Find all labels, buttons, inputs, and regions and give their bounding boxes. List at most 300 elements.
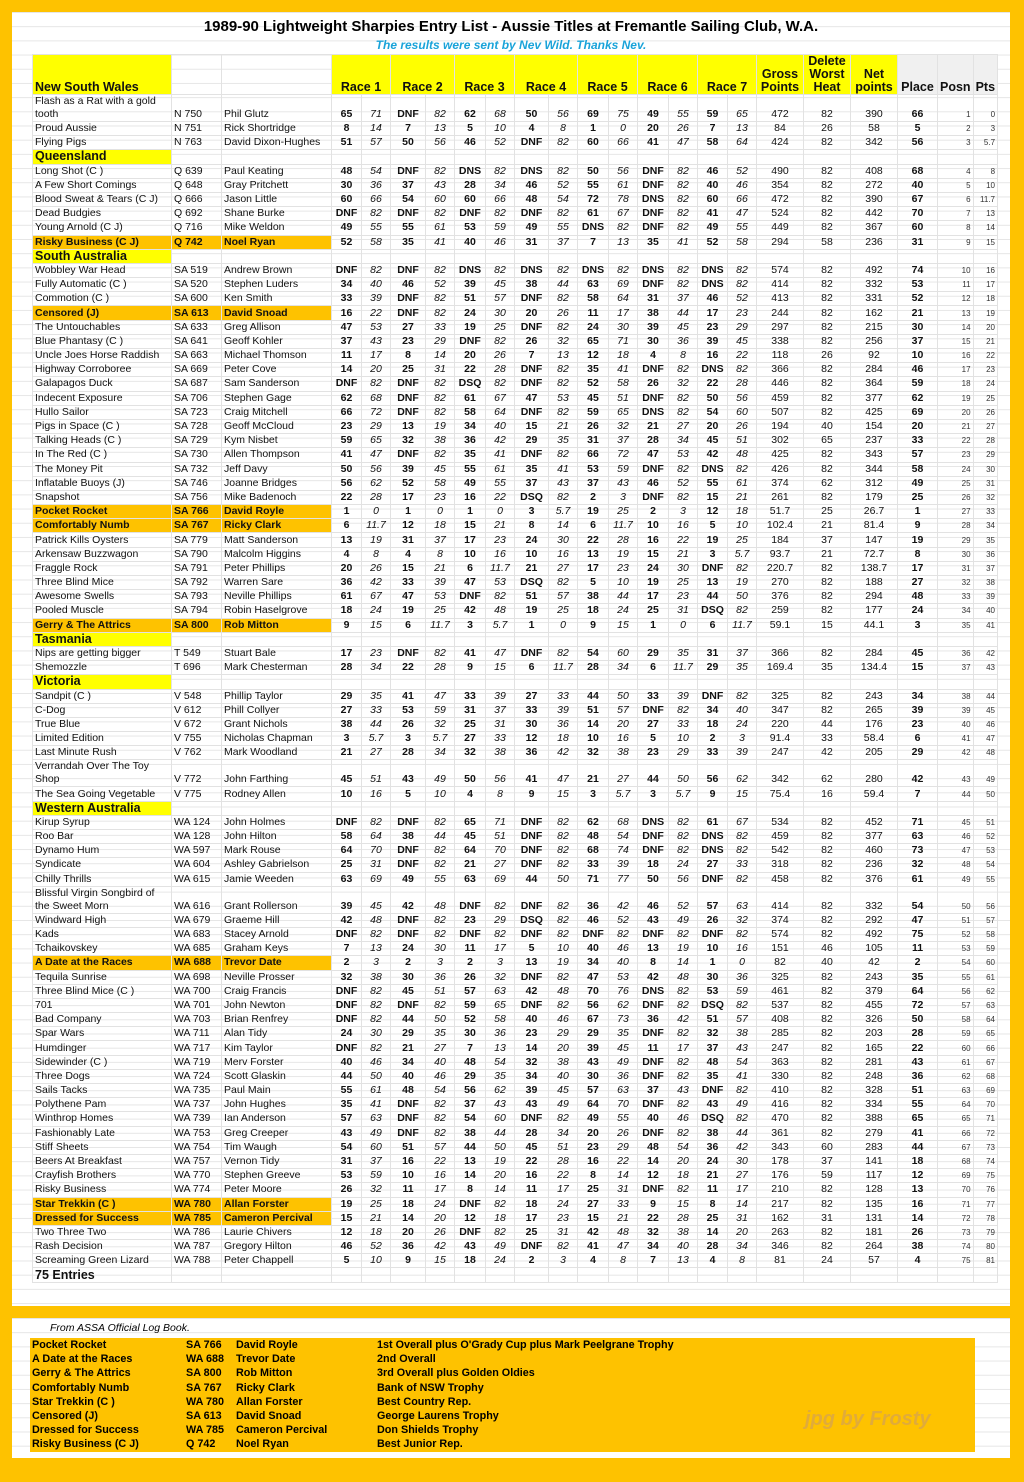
race-3-points: 45 xyxy=(486,278,515,292)
net-points: 460 xyxy=(851,844,898,858)
race-5-place: DNF xyxy=(578,927,609,941)
pts: 69 xyxy=(973,1084,997,1098)
race-4-points: 57 xyxy=(549,590,578,604)
race-5-place: 61 xyxy=(578,207,609,221)
posn: 70 xyxy=(938,1183,974,1197)
boat-name: Fraggle Rock xyxy=(33,561,172,575)
table-row xyxy=(33,221,998,235)
race-6-place: DNF xyxy=(638,1126,669,1140)
posn: 38 xyxy=(938,689,974,703)
boat-name: Kads xyxy=(33,927,172,941)
race-5-points: 0 xyxy=(609,122,638,136)
race-1-place: 47 xyxy=(332,320,362,334)
net-points: 248 xyxy=(851,1069,898,1083)
net-points: 138.7 xyxy=(851,561,898,575)
race-7-place: 21 xyxy=(698,1169,728,1183)
posn: 50 xyxy=(938,886,974,913)
empty-cell xyxy=(973,632,997,646)
race-7-points: 62 xyxy=(728,760,757,787)
skipper-name: Noel Ryan xyxy=(222,235,332,249)
race-6-points: 46 xyxy=(669,1112,698,1126)
race-1-place: 21 xyxy=(332,746,362,760)
empty-cell xyxy=(851,801,898,815)
boat-name: Syndicate xyxy=(33,858,172,872)
pts: 81 xyxy=(973,1254,997,1268)
empty-cell xyxy=(698,150,728,164)
race-5-points: 47 xyxy=(609,1240,638,1254)
boat-name: Talking Heads (C ) xyxy=(33,434,172,448)
race-4-place: 38 xyxy=(515,278,549,292)
race-3-place: DNF xyxy=(455,886,486,913)
net-points: 280 xyxy=(851,760,898,787)
race-1-place: 20 xyxy=(332,561,362,575)
skipper-name: Phil Glutz xyxy=(222,95,332,122)
race-6-place: 30 xyxy=(638,334,669,348)
race-2-points: 82 xyxy=(426,1098,455,1112)
race-6-points: 11.7 xyxy=(669,661,698,675)
race-7-points: 28 xyxy=(728,377,757,391)
race-3-points: 58 xyxy=(486,1013,515,1027)
posn: 2 xyxy=(938,122,974,136)
skipper-name: Warren Sare xyxy=(222,576,332,590)
gross-points: 176 xyxy=(757,1169,804,1183)
race-5-points: 13 xyxy=(609,235,638,249)
sail-number: SA 520 xyxy=(172,278,222,292)
pts: 80 xyxy=(973,1240,997,1254)
skipper-name: David Snoad xyxy=(222,306,332,320)
race-5-place: 29 xyxy=(578,1027,609,1041)
award-skipper: Allan Forster xyxy=(236,1395,303,1408)
race-5-place: 55 xyxy=(578,178,609,192)
race-6-place: DNF xyxy=(638,1027,669,1041)
net-points: 117 xyxy=(851,1169,898,1183)
empty-cell xyxy=(515,150,549,164)
net-points: 332 xyxy=(851,278,898,292)
boat-name: Bad Company xyxy=(33,1013,172,1027)
sail-number: WA 780 xyxy=(172,1197,222,1211)
race-3-place: 50 xyxy=(455,760,486,787)
race-7-points: 19 xyxy=(728,576,757,590)
final-place: 72 xyxy=(898,998,938,1012)
race-4-place: 10 xyxy=(515,547,549,561)
race-5-place: 45 xyxy=(578,391,609,405)
race-2-place: DNF xyxy=(391,1098,426,1112)
race-5-points: 3 xyxy=(609,490,638,504)
skipper-name: Rodney Allen xyxy=(222,787,332,801)
race-6-points: 15 xyxy=(669,1197,698,1211)
posn: 66 xyxy=(938,1126,974,1140)
race-4-place: DNF xyxy=(515,844,549,858)
net-points: 237 xyxy=(851,434,898,448)
pts: 60 xyxy=(973,956,997,970)
net-points: 425 xyxy=(851,405,898,419)
race-2-place: 18 xyxy=(391,1197,426,1211)
race-7-place: 22 xyxy=(698,377,728,391)
race-6-place: DNF xyxy=(638,221,669,235)
race-1-points: 13 xyxy=(362,942,391,956)
race-3-place: 62 xyxy=(455,95,486,122)
race-3-points: 11.7 xyxy=(486,561,515,575)
race-2-points: 49 xyxy=(426,760,455,787)
race-7-points: 82 xyxy=(728,998,757,1012)
race-5-place: 27 xyxy=(578,1197,609,1211)
delete-worst-heat: 82 xyxy=(804,164,851,178)
race-7-points: 64 xyxy=(728,136,757,150)
sail-number: N 763 xyxy=(172,136,222,150)
final-place: 45 xyxy=(898,646,938,660)
gross-points: 490 xyxy=(757,164,804,178)
race-3-points: 32 xyxy=(486,970,515,984)
race-4-points: 82 xyxy=(549,844,578,858)
table-row xyxy=(33,136,998,150)
table-row xyxy=(33,122,998,136)
final-place: 24 xyxy=(898,604,938,618)
delete-worst-heat: 58 xyxy=(804,235,851,249)
skipper-name: Malcolm Higgins xyxy=(222,547,332,561)
race-5-place: 63 xyxy=(578,278,609,292)
race-6-place: 49 xyxy=(638,95,669,122)
empty-cell xyxy=(549,150,578,164)
race-2-place: 21 xyxy=(391,1041,426,1055)
delete-worst-heat: 37 xyxy=(804,1154,851,1168)
empty-cell xyxy=(638,249,669,263)
table-row xyxy=(33,886,998,913)
race-5-points: 38 xyxy=(609,746,638,760)
empty-cell xyxy=(851,675,898,689)
race-2-place: 34 xyxy=(391,1055,426,1069)
race-1-place: 58 xyxy=(332,830,362,844)
race-6-place: 8 xyxy=(638,956,669,970)
final-place: 11 xyxy=(898,942,938,956)
pts: 43 xyxy=(973,661,997,675)
award-sail: SA 767 xyxy=(186,1381,222,1394)
race-1-points: 82 xyxy=(362,927,391,941)
race-6-points: 5.7 xyxy=(669,787,698,801)
empty-cell xyxy=(757,150,804,164)
table-row xyxy=(33,334,998,348)
race-4-points: 38 xyxy=(549,1055,578,1069)
race-4-place: DNF xyxy=(515,292,549,306)
boat-name: A Date at the Races xyxy=(33,956,172,970)
pts: 31 xyxy=(973,476,997,490)
race-5-points: 70 xyxy=(609,1098,638,1112)
state-section-header xyxy=(33,801,998,815)
posn: 47 xyxy=(938,844,974,858)
sail-number: SA 756 xyxy=(172,490,222,504)
sail-number: WA 739 xyxy=(172,1112,222,1126)
race-4-place: DNS xyxy=(515,263,549,277)
race-4-place: DNF xyxy=(515,815,549,829)
net-points: 188 xyxy=(851,576,898,590)
empty-cell xyxy=(578,675,609,689)
final-place: 57 xyxy=(898,448,938,462)
race-4-points: 3 xyxy=(549,1254,578,1268)
race-3-place: 44 xyxy=(455,1140,486,1154)
race-7-place: DSQ xyxy=(698,604,728,618)
race-1-place: 50 xyxy=(332,462,362,476)
race-5-points: 34 xyxy=(609,661,638,675)
race-3-header: Race 3 xyxy=(455,55,515,95)
race-3-points: 46 xyxy=(486,235,515,249)
race-7-place: 42 xyxy=(698,448,728,462)
race-2-points: 82 xyxy=(426,1126,455,1140)
posn: 57 xyxy=(938,998,974,1012)
race-4-points: 82 xyxy=(549,970,578,984)
race-3-place: DNF xyxy=(455,1197,486,1211)
race-5-place: 51 xyxy=(578,703,609,717)
final-place: 73 xyxy=(898,844,938,858)
pts: 24 xyxy=(973,377,997,391)
race-3-place: 23 xyxy=(455,913,486,927)
table-row xyxy=(33,830,998,844)
delete-worst-heat: 44 xyxy=(804,717,851,731)
boat-name: Awesome Swells xyxy=(33,590,172,604)
race-3-place: 24 xyxy=(455,306,486,320)
race-4-place: DNF xyxy=(515,646,549,660)
race-7-place: 31 xyxy=(698,646,728,660)
posn: 20 xyxy=(938,405,974,419)
net-points: 154 xyxy=(851,419,898,433)
gross-points: 507 xyxy=(757,405,804,419)
race-1-points: 39 xyxy=(362,292,391,306)
race-7-points: 46 xyxy=(728,178,757,192)
race-5-points: 65 xyxy=(609,405,638,419)
race-7-points: 11.7 xyxy=(728,618,757,632)
race-3-place: 5 xyxy=(455,122,486,136)
award-skipper: David Royle xyxy=(236,1339,298,1351)
race-3-points: 55 xyxy=(486,476,515,490)
race-2-place: DNF xyxy=(391,292,426,306)
race-2-place: 19 xyxy=(391,604,426,618)
race-5-points: 46 xyxy=(609,942,638,956)
race-5-place: 69 xyxy=(578,95,609,122)
net-points-header: Net points xyxy=(851,55,898,95)
delete-worst-heat: 82 xyxy=(804,1041,851,1055)
final-place: 68 xyxy=(898,164,938,178)
empty-cell xyxy=(578,150,609,164)
race-7-place: DNS xyxy=(698,830,728,844)
race-1-points: 82 xyxy=(362,984,391,998)
race-5-points: 21 xyxy=(609,1211,638,1225)
race-1-points: 23 xyxy=(362,646,391,660)
race-5-points: 75 xyxy=(609,95,638,122)
race-2-points: 58 xyxy=(426,476,455,490)
race-5-points: 50 xyxy=(609,689,638,703)
race-7-place: 9 xyxy=(698,787,728,801)
skipper-name: Stephen Luders xyxy=(222,278,332,292)
race-3-place: 46 xyxy=(455,136,486,150)
race-2-place: 42 xyxy=(391,886,426,913)
race-2-place: DNF xyxy=(391,646,426,660)
race-2-place: 15 xyxy=(391,561,426,575)
empty-cell xyxy=(609,150,638,164)
table-row xyxy=(33,434,998,448)
race-6-place: 21 xyxy=(638,419,669,433)
race-1-place: 22 xyxy=(332,490,362,504)
race-4-place: 18 xyxy=(515,1197,549,1211)
race-6-points: 82 xyxy=(669,844,698,858)
race-6-points: 32 xyxy=(669,377,698,391)
empty-cell xyxy=(851,150,898,164)
race-4-points: 82 xyxy=(549,858,578,872)
race-2-points: 42 xyxy=(426,1240,455,1254)
race-6-place: DNF xyxy=(638,207,669,221)
race-1-points: 60 xyxy=(362,1140,391,1154)
skipper-name: Stacey Arnold xyxy=(222,927,332,941)
race-2-points: 23 xyxy=(426,490,455,504)
race-6-points: 10 xyxy=(669,732,698,746)
boat-name: Spar Wars xyxy=(33,1027,172,1041)
empty-cell xyxy=(757,1268,804,1282)
race-3-place: 3 xyxy=(455,618,486,632)
empty-cell xyxy=(669,801,698,815)
race-6-place: 42 xyxy=(638,970,669,984)
race-3-points: 59 xyxy=(486,221,515,235)
race-2-place: DNF xyxy=(391,858,426,872)
race-6-place: 28 xyxy=(638,434,669,448)
posn: 9 xyxy=(938,235,974,249)
final-place: 16 xyxy=(898,1197,938,1211)
empty-cell xyxy=(222,150,332,164)
empty-cell xyxy=(898,632,938,646)
skipper-header xyxy=(222,55,332,95)
skipper-name: Allan Forster xyxy=(222,1197,332,1211)
race-6-place: DNF xyxy=(638,178,669,192)
empty-cell xyxy=(898,249,938,263)
race-7-header: Race 7 xyxy=(698,55,757,95)
race-1-place: 32 xyxy=(332,970,362,984)
race-5-points: 78 xyxy=(609,192,638,206)
net-points: 135 xyxy=(851,1197,898,1211)
race-6-points: 82 xyxy=(669,1126,698,1140)
race-1-place: 60 xyxy=(332,192,362,206)
race-5-place: 16 xyxy=(578,1154,609,1168)
race-7-place: 6 xyxy=(698,618,728,632)
race-1-place: 52 xyxy=(332,235,362,249)
race-1-place: 17 xyxy=(332,646,362,660)
race-3-points: 82 xyxy=(486,207,515,221)
race-1-place: DNF xyxy=(332,207,362,221)
gross-points: 416 xyxy=(757,1098,804,1112)
race-2-points: 50 xyxy=(426,1013,455,1027)
awards-list xyxy=(30,1338,975,1452)
race-1-place: 53 xyxy=(332,1169,362,1183)
race-4-points: 23 xyxy=(549,1211,578,1225)
gross-points: 118 xyxy=(757,349,804,363)
delete-worst-heat: 16 xyxy=(804,787,851,801)
race-2-place: 41 xyxy=(391,689,426,703)
race-6-place: 31 xyxy=(638,292,669,306)
race-6-points: 47 xyxy=(669,136,698,150)
race-7-place: 17 xyxy=(698,306,728,320)
race-7-place: 29 xyxy=(698,661,728,675)
race-2-points: 20 xyxy=(426,1211,455,1225)
page-title: 1989-90 Lightweight Sharpies Entry List - Aussie Titles at Fremantle Sailing Club, W.A. xyxy=(203,18,819,35)
final-place: 5 xyxy=(898,122,938,136)
race-7-points: 20 xyxy=(728,1225,757,1239)
race-6-points: 82 xyxy=(669,192,698,206)
net-points: 134.4 xyxy=(851,661,898,675)
table-row xyxy=(33,689,998,703)
race-3-points: 22 xyxy=(486,490,515,504)
race-1-place: 38 xyxy=(332,717,362,731)
pts: 52 xyxy=(973,830,997,844)
posn: 75 xyxy=(938,1254,974,1268)
boat-name: Chilly Thrills xyxy=(33,872,172,886)
award-sail: SA 800 xyxy=(186,1367,222,1380)
race-5-place: 33 xyxy=(578,858,609,872)
race-3-points: 37 xyxy=(486,703,515,717)
race-3-points: 66 xyxy=(486,192,515,206)
empty-cell xyxy=(172,1268,222,1282)
table-row xyxy=(33,1084,998,1098)
net-points: 26.7 xyxy=(851,505,898,519)
delete-worst-heat: 82 xyxy=(804,886,851,913)
table-row xyxy=(33,349,998,363)
posn: 16 xyxy=(938,349,974,363)
posn: 74 xyxy=(938,1240,974,1254)
race-3-points: 19 xyxy=(486,1154,515,1168)
race-4-place: DSQ xyxy=(515,490,549,504)
race-1-points: 11.7 xyxy=(362,519,391,533)
race-4-points: 47 xyxy=(549,760,578,787)
race-7-points: 56 xyxy=(728,391,757,405)
race-4-points: 56 xyxy=(549,95,578,122)
race-6-points: 55 xyxy=(669,95,698,122)
race-3-points: 70 xyxy=(486,844,515,858)
race-1-place: 4 xyxy=(332,547,362,561)
empty-cell xyxy=(391,249,426,263)
race-4-place: 23 xyxy=(515,1027,549,1041)
race-2-place: 11 xyxy=(391,1183,426,1197)
delete-worst-heat: 26 xyxy=(804,122,851,136)
table-row xyxy=(33,1055,998,1069)
race-4-points: 82 xyxy=(549,913,578,927)
race-6-place: 43 xyxy=(638,913,669,927)
pts: 38 xyxy=(973,576,997,590)
boat-name: Proud Aussie xyxy=(33,122,172,136)
race-1-points: 26 xyxy=(362,561,391,575)
race-3-place: 16 xyxy=(455,490,486,504)
race-7-points: 38 xyxy=(728,1027,757,1041)
net-points: 377 xyxy=(851,391,898,405)
race-6-place: 37 xyxy=(638,1084,669,1098)
final-place: 51 xyxy=(898,1084,938,1098)
net-points: 377 xyxy=(851,830,898,844)
race-6-points: 3 xyxy=(669,505,698,519)
race-1-points: 43 xyxy=(362,334,391,348)
race-2-place: 26 xyxy=(391,717,426,731)
table-row xyxy=(33,590,998,604)
race-4-points: 82 xyxy=(549,1112,578,1126)
award-boat: Gerry & The Attrics xyxy=(32,1367,131,1380)
entries-total-row xyxy=(33,1268,998,1282)
skipper-name: Peter Chappell xyxy=(222,1254,332,1268)
gross-points: 408 xyxy=(757,1013,804,1027)
race-2-points: 60 xyxy=(426,192,455,206)
race-2-place: 35 xyxy=(391,235,426,249)
race-5-place: 65 xyxy=(578,334,609,348)
race-5-points: 26 xyxy=(609,1126,638,1140)
race-4-points: 41 xyxy=(549,462,578,476)
race-1-place: 35 xyxy=(332,1098,362,1112)
race-3-points: 53 xyxy=(486,576,515,590)
race-6-points: 82 xyxy=(669,405,698,419)
posn: 32 xyxy=(938,576,974,590)
race-2-points: 48 xyxy=(426,886,455,913)
race-2-place: DNF xyxy=(391,913,426,927)
pts: 5.7 xyxy=(973,136,997,150)
